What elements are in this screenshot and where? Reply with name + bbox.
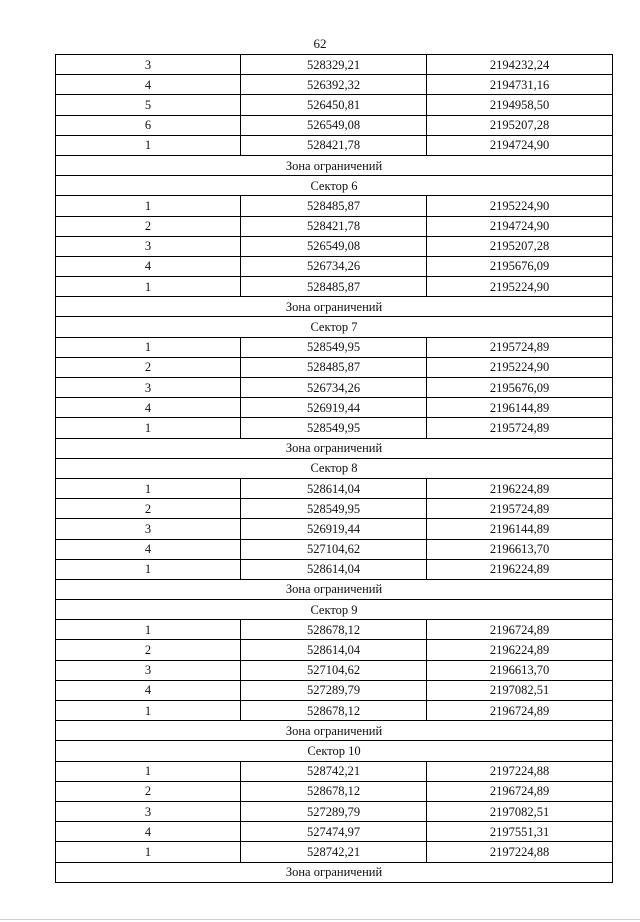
y-coordinate-cell: 2194232,24	[427, 55, 613, 75]
point-number-cell: 5	[56, 95, 241, 115]
table-row	[56, 378, 613, 398]
point-number-cell: 6	[56, 115, 241, 135]
section-heading-row	[56, 600, 613, 620]
table-row	[56, 55, 613, 75]
x-coordinate-cell: 528549,95	[241, 337, 427, 357]
point-number-cell: 4	[56, 680, 241, 700]
section-heading-row	[56, 155, 613, 175]
table-row	[56, 135, 613, 155]
y-coordinate-cell: 2196613,70	[427, 539, 613, 559]
point-number-cell: 1	[56, 478, 241, 498]
y-coordinate-cell: 2196724,89	[427, 781, 613, 801]
y-coordinate-cell: 2195724,89	[427, 499, 613, 519]
x-coordinate-cell: 528549,95	[241, 418, 427, 438]
point-number-cell: 2	[56, 357, 241, 377]
table-row	[56, 781, 613, 801]
y-coordinate-cell: 2195207,28	[427, 115, 613, 135]
x-coordinate-cell: 528421,78	[241, 135, 427, 155]
point-number-cell: 1	[56, 196, 241, 216]
x-coordinate-cell: 528678,12	[241, 620, 427, 640]
y-coordinate-cell: 2194724,90	[427, 216, 613, 236]
point-number-cell: 3	[56, 801, 241, 821]
section-heading: Сектор 10	[56, 741, 613, 761]
x-coordinate-cell: 528549,95	[241, 499, 427, 519]
y-coordinate-cell: 2195676,09	[427, 378, 613, 398]
x-coordinate-cell: 526549,08	[241, 236, 427, 256]
x-coordinate-cell: 526734,26	[241, 378, 427, 398]
x-coordinate-cell: 526919,44	[241, 398, 427, 418]
point-number-cell: 2	[56, 499, 241, 519]
section-heading: Сектор 7	[56, 317, 613, 337]
point-number-cell: 1	[56, 135, 241, 155]
section-heading-row	[56, 317, 613, 337]
section-heading-row	[56, 721, 613, 741]
point-number-cell: 2	[56, 640, 241, 660]
y-coordinate-cell: 2196224,89	[427, 640, 613, 660]
y-coordinate-cell: 2194724,90	[427, 135, 613, 155]
table-row	[56, 539, 613, 559]
x-coordinate-cell: 528421,78	[241, 216, 427, 236]
section-heading-row	[56, 862, 613, 882]
y-coordinate-cell: 2196144,89	[427, 519, 613, 539]
table-row	[56, 418, 613, 438]
x-coordinate-cell: 528678,12	[241, 781, 427, 801]
scan-bottom-edge	[0, 919, 640, 920]
point-number-cell: 1	[56, 418, 241, 438]
table-row	[56, 801, 613, 821]
y-coordinate-cell: 2195724,89	[427, 337, 613, 357]
y-coordinate-cell: 2194958,50	[427, 95, 613, 115]
y-coordinate-cell: 2195207,28	[427, 236, 613, 256]
y-coordinate-cell: 2197224,88	[427, 761, 613, 781]
y-coordinate-cell: 2197082,51	[427, 801, 613, 821]
table-row	[56, 357, 613, 377]
x-coordinate-cell: 526450,81	[241, 95, 427, 115]
y-coordinate-cell: 2197551,31	[427, 822, 613, 842]
x-coordinate-cell: 528742,21	[241, 842, 427, 862]
point-number-cell: 1	[56, 842, 241, 862]
x-coordinate-cell: 528614,04	[241, 478, 427, 498]
y-coordinate-cell: 2196613,70	[427, 660, 613, 680]
x-coordinate-cell: 528614,04	[241, 559, 427, 579]
point-number-cell: 3	[56, 660, 241, 680]
point-number-cell: 3	[56, 519, 241, 539]
x-coordinate-cell: 528742,21	[241, 761, 427, 781]
coordinates-table	[55, 54, 613, 883]
x-coordinate-cell: 528678,12	[241, 701, 427, 721]
x-coordinate-cell: 527104,62	[241, 539, 427, 559]
table-row	[56, 478, 613, 498]
point-number-cell: 1	[56, 337, 241, 357]
point-number-cell: 1	[56, 761, 241, 781]
table-row	[56, 216, 613, 236]
y-coordinate-cell: 2196144,89	[427, 398, 613, 418]
point-number-cell: 2	[56, 216, 241, 236]
section-heading-row	[56, 579, 613, 599]
section-heading: Сектор 8	[56, 458, 613, 478]
point-number-cell: 1	[56, 559, 241, 579]
y-coordinate-cell: 2196224,89	[427, 478, 613, 498]
table-row	[56, 701, 613, 721]
table-row	[56, 196, 613, 216]
y-coordinate-cell: 2195224,90	[427, 196, 613, 216]
table-row	[56, 256, 613, 276]
point-number-cell: 3	[56, 236, 241, 256]
table-row	[56, 822, 613, 842]
section-heading-row	[56, 741, 613, 761]
section-heading: Зона ограничений	[56, 155, 613, 175]
y-coordinate-cell: 2196724,89	[427, 620, 613, 640]
table-row	[56, 680, 613, 700]
table-row	[56, 236, 613, 256]
table-row	[56, 499, 613, 519]
x-coordinate-cell: 528485,87	[241, 196, 427, 216]
table-row	[56, 337, 613, 357]
section-heading: Зона ограничений	[56, 862, 613, 882]
table-row	[56, 277, 613, 297]
y-coordinate-cell: 2194731,16	[427, 75, 613, 95]
table-row	[56, 660, 613, 680]
x-coordinate-cell: 526549,08	[241, 115, 427, 135]
coordinates-table-body	[56, 55, 613, 883]
section-heading: Зона ограничений	[56, 297, 613, 317]
table-row	[56, 842, 613, 862]
point-number-cell: 3	[56, 55, 241, 75]
section-heading: Сектор 9	[56, 600, 613, 620]
y-coordinate-cell: 2195224,90	[427, 357, 613, 377]
x-coordinate-cell: 526734,26	[241, 256, 427, 276]
x-coordinate-cell: 527289,79	[241, 680, 427, 700]
page-number: 62	[313, 36, 327, 51]
y-coordinate-cell: 2195724,89	[427, 418, 613, 438]
x-coordinate-cell: 526919,44	[241, 519, 427, 539]
x-coordinate-cell: 527104,62	[241, 660, 427, 680]
section-heading: Зона ограничений	[56, 438, 613, 458]
point-number-cell: 4	[56, 539, 241, 559]
y-coordinate-cell: 2197082,51	[427, 680, 613, 700]
y-coordinate-cell: 2196224,89	[427, 559, 613, 579]
table-row	[56, 620, 613, 640]
point-number-cell: 2	[56, 781, 241, 801]
point-number-cell: 4	[56, 75, 241, 95]
point-number-cell: 1	[56, 620, 241, 640]
section-heading-row	[56, 176, 613, 196]
table-row	[56, 761, 613, 781]
y-coordinate-cell: 2196724,89	[427, 701, 613, 721]
table-row	[56, 559, 613, 579]
section-heading: Зона ограничений	[56, 721, 613, 741]
x-coordinate-cell: 527474,97	[241, 822, 427, 842]
x-coordinate-cell: 526392,32	[241, 75, 427, 95]
section-heading-row	[56, 458, 613, 478]
x-coordinate-cell: 528485,87	[241, 277, 427, 297]
x-coordinate-cell: 527289,79	[241, 801, 427, 821]
section-heading-row	[56, 438, 613, 458]
table-row	[56, 519, 613, 539]
point-number-cell: 1	[56, 277, 241, 297]
x-coordinate-cell: 528485,87	[241, 357, 427, 377]
table-row	[56, 75, 613, 95]
point-number-cell: 3	[56, 378, 241, 398]
x-coordinate-cell: 528329,21	[241, 55, 427, 75]
section-heading-row	[56, 297, 613, 317]
y-coordinate-cell: 2195676,09	[427, 256, 613, 276]
section-heading: Сектор 6	[56, 176, 613, 196]
point-number-cell: 4	[56, 398, 241, 418]
y-coordinate-cell: 2195224,90	[427, 277, 613, 297]
point-number-cell: 4	[56, 256, 241, 276]
x-coordinate-cell: 528614,04	[241, 640, 427, 660]
y-coordinate-cell: 2197224,88	[427, 842, 613, 862]
table-row	[56, 95, 613, 115]
table-row	[56, 640, 613, 660]
table-row	[56, 115, 613, 135]
section-heading: Зона ограничений	[56, 579, 613, 599]
table-row	[56, 398, 613, 418]
point-number-cell: 1	[56, 701, 241, 721]
point-number-cell: 4	[56, 822, 241, 842]
